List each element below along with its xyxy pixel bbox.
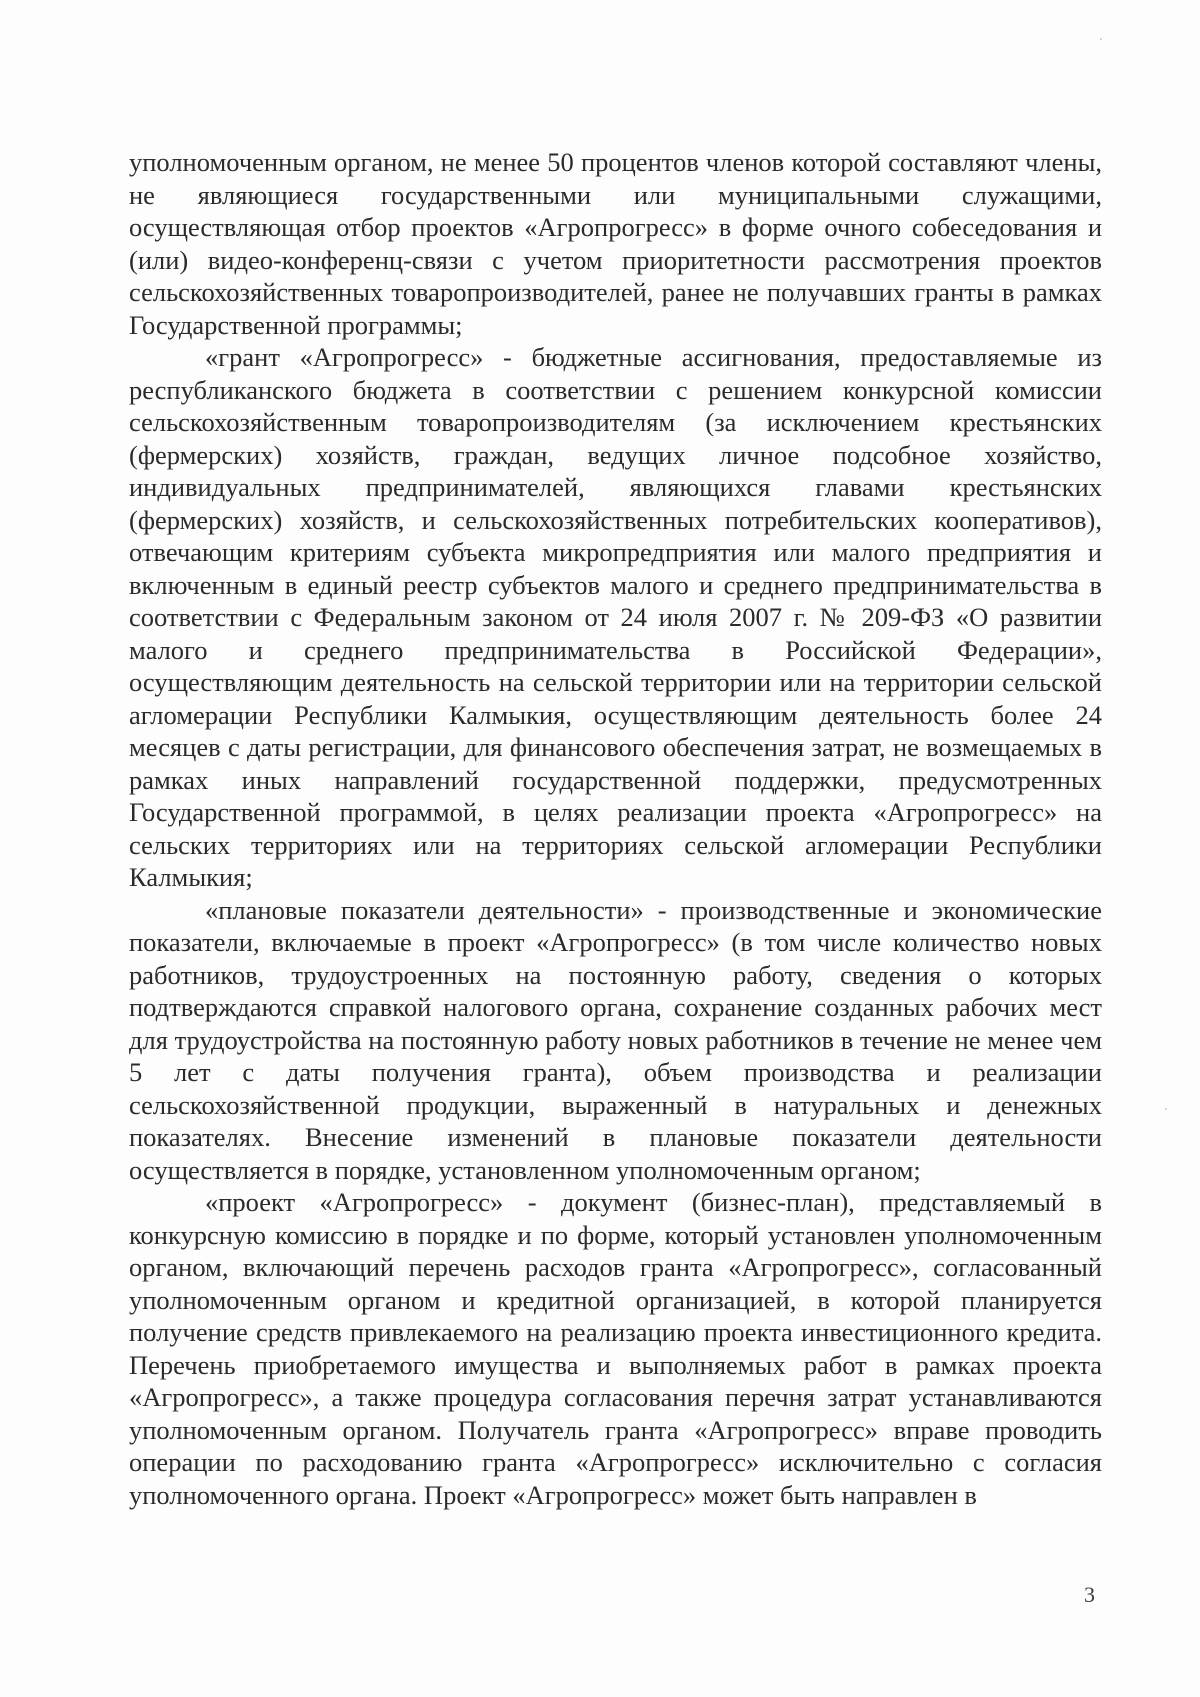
paragraph-commission-definition: уполномоченным органом, не менее 50 процентов членов которой составляют члены, не являющиеся государственными или муниципальными служащими, осуществляющая отбор проектов «Агропрогресс» в форме очного собеседования и (или) видео-конференц-связи с учетом приоритетности рассмотрения проектов сельскохозяйственных товаропроизводителей, ранее не получавших гранты в рамках Государственной программы; xyxy=(129,147,1102,340)
paragraph-planned-indicators-definition: «плановые показатели деятельности» - производственные и экономические показатели, включаемые в проект «Агропрогресс» (в том числе количество новых работников, трудоустроенных на постоянную работу, сведения о которых подтверждаются справкой налогового органа, сохранение созданных рабочих мест для трудоустройства на постоянную работу новых работников в течение не менее чем 5 лет с даты получения гранта), объем производства и реализации сельскохозяйственной продукции, выраженный в натуральных и денежных показателях. Внесение изменений в плановые показатели деятельности осуществляется в порядке, установленном уполномоченным органом; xyxy=(129,894,1102,1185)
page-number: 3 xyxy=(1084,1582,1095,1607)
scan-speck xyxy=(1100,38,1102,40)
document-body xyxy=(129,146,1102,1511)
paragraph-project-definition: «проект «Агропрогресс» - документ (бизнес-план), представляемый в конкурсную комиссию в порядке и по форме, который установлен уполномоченным органом, включающий перечень расходов гранта «Агропрогресс», согласованный уполномоченным органом и кредитной организацией, в которой планируется получение средств привлекаемого на реализацию проекта инвестиционного кредита. Перечень приобретаемого имущества и выполняемых работ в рамках проекта «Агропрогресс», а также процедура согласования перечня затрат устанавливаются уполномоченным органом. Получатель гранта «Агропрогресс» вправе проводить операции по расходованию гранта «Агропрогресс» исключительно с согласия уполномоченного органа. Проект «Агропрогресс» может быть направлен в xyxy=(129,1187,1102,1510)
paragraph-grant-definition: «грант «Агропрогресс» - бюджетные ассигнования, предоставляемые из республиканского бюджета в соответствии с решением конкурсной комиссии сельскохозяйственным товаропроизводителям (за исключением крестьянских (фермерских) хозяйств, граждан, ведущих личное подсобное хозяйство, индивидуальных предпринимателей, являющихся главами крестьянских (фермерских) хозяйств, и сельскохозяйственных потребительских кооперативов), отвечающим критериям субъекта микропредприятия или малого предприятия и включенным в единый реестр субъектов малого и среднего предпринимательства в соответствии с Федеральным законом от 24 июля 2007 г. № 209-ФЗ «О развитии малого и среднего предпринимательства в Российской Федерации», осуществляющим деятельность на сельской территории или на территории сельской агломерации Республики Калмыкия, осуществляющим деятельность более 24 месяцев с даты регистрации, для финансового обеспечения затрат, не возмещаемых в рамках иных направлений государственной поддержки, предусмотренных Государственной программой, в целях реализации проекта «Агропрогресс» на сельских территориях или на территориях сельской агломерации Республики Калмыкия; xyxy=(129,342,1102,892)
scan-speck xyxy=(1165,1108,1167,1110)
